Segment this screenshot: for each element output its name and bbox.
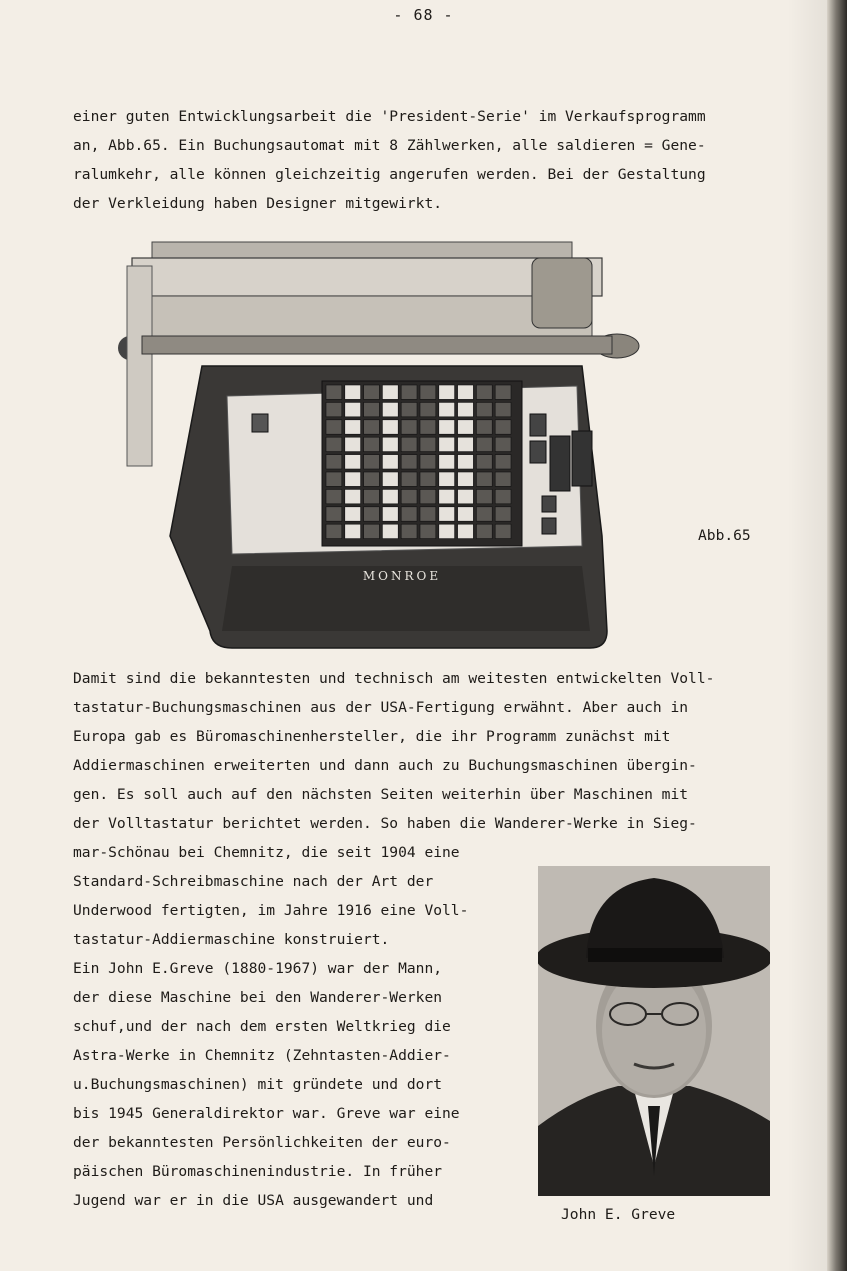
key [382, 385, 398, 399]
key [458, 507, 474, 521]
key [401, 385, 417, 399]
key [401, 489, 417, 503]
key [326, 385, 342, 399]
text-line: u.Buchungsmaschinen) mit gründete und dort [73, 1076, 443, 1093]
key [458, 524, 474, 538]
key [382, 420, 398, 434]
key [345, 455, 361, 469]
text-line: bis 1945 Generaldirektor war. Greve war eine [73, 1105, 460, 1122]
key [495, 385, 511, 399]
key [458, 437, 474, 451]
key [326, 420, 342, 434]
key [345, 472, 361, 486]
text-line: der bekanntesten Persönlichkeiten der euro- [73, 1134, 451, 1151]
key [495, 507, 511, 521]
key [420, 455, 436, 469]
text-line: Addiermaschinen erweiterten und dann auch zu Buchungsmaschinen übergin- [73, 757, 697, 774]
key [458, 455, 474, 469]
key [364, 472, 380, 486]
key [420, 507, 436, 521]
key [382, 472, 398, 486]
key [495, 402, 511, 416]
key [495, 489, 511, 503]
key [345, 489, 361, 503]
key [401, 437, 417, 451]
key [382, 455, 398, 469]
key [439, 472, 455, 486]
key [345, 524, 361, 538]
key [345, 437, 361, 451]
key [364, 455, 380, 469]
key [495, 455, 511, 469]
key [439, 455, 455, 469]
key [476, 507, 492, 521]
text-line: Europa gab es Büromaschinenhersteller, die ihr Programm zunächst mit [73, 728, 671, 745]
key [401, 420, 417, 434]
key [401, 524, 417, 538]
key [439, 437, 455, 451]
key [420, 472, 436, 486]
key [476, 402, 492, 416]
key [382, 507, 398, 521]
key [326, 455, 342, 469]
key [382, 489, 398, 503]
key [476, 524, 492, 538]
key [382, 402, 398, 416]
text-line: einer guten Entwicklungsarbeit die 'President-Serie' im Verkaufsprogramm [73, 108, 706, 125]
key [364, 437, 380, 451]
key [345, 420, 361, 434]
key [420, 420, 436, 434]
page-edge [827, 0, 847, 1271]
text-line: Jugend war er in die USA ausgewandert und [73, 1192, 434, 1209]
key [495, 472, 511, 486]
key [476, 420, 492, 434]
key [401, 472, 417, 486]
text-line: tastatur-Buchungsmaschinen aus der USA-Fertigung erwähnt. Aber auch in [73, 699, 689, 716]
portrait-caption: John E. Greve [561, 1206, 676, 1223]
key [401, 455, 417, 469]
text-line: Underwood fertigten, im Jahre 1916 eine Voll- [73, 902, 469, 919]
key [364, 385, 380, 399]
key [476, 472, 492, 486]
text-line: Standard-Schreibmaschine nach der Art der [73, 873, 434, 890]
key [326, 437, 342, 451]
key [439, 524, 455, 538]
key [364, 507, 380, 521]
key [458, 402, 474, 416]
key [439, 507, 455, 521]
key [495, 437, 511, 451]
key [495, 524, 511, 538]
key [439, 385, 455, 399]
greve-portrait-photo [538, 866, 770, 1196]
key [345, 507, 361, 521]
key [382, 437, 398, 451]
figure-caption-abb65: Abb.65 [698, 527, 751, 544]
key [439, 420, 455, 434]
key [401, 507, 417, 521]
key [495, 420, 511, 434]
key [458, 420, 474, 434]
key [476, 489, 492, 503]
key [364, 524, 380, 538]
text-line: der Verkleidung haben Designer mitgewirkt. [73, 195, 443, 212]
text-line: Ein John E.Greve (1880-1967) war der Mann, [73, 960, 443, 977]
key [401, 402, 417, 416]
text-line: päischen Büromaschinenindustrie. In früher [73, 1163, 443, 1180]
key [364, 489, 380, 503]
key [458, 385, 474, 399]
key [439, 489, 455, 503]
key [326, 472, 342, 486]
key [326, 524, 342, 538]
key [326, 489, 342, 503]
text-line: mar-Schönau bei Chemnitz, die seit 1904 eine [73, 844, 460, 861]
text-line: Damit sind die bekanntesten und technisch am weitesten entwickelten Voll- [73, 670, 715, 687]
key [420, 524, 436, 538]
key [476, 385, 492, 399]
key [382, 524, 398, 538]
text-line: gen. Es soll auch auf den nächsten Seiten weiterhin über Maschinen mit [73, 786, 689, 803]
key [420, 385, 436, 399]
key [345, 385, 361, 399]
key [326, 402, 342, 416]
key [476, 455, 492, 469]
text-line: der Volltastatur berichtet werden. So haben die Wanderer-Werke in Sieg- [73, 815, 697, 832]
monroe-machine-photo [112, 236, 652, 654]
key [420, 489, 436, 503]
monroe-brand-label: MONROE [362, 569, 442, 583]
page-number: - 68 - [393, 6, 454, 24]
key [345, 402, 361, 416]
key [439, 402, 455, 416]
key [420, 437, 436, 451]
key [420, 402, 436, 416]
text-line: Astra-Werke in Chemnitz (Zehntasten-Addier- [73, 1047, 451, 1064]
text-line: der diese Maschine bei den Wanderer-Werken [73, 989, 443, 1006]
key [458, 472, 474, 486]
text-line: ralumkehr, alle können gleichzeitig angerufen werden. Bei der Gestaltung [73, 166, 706, 183]
key [364, 402, 380, 416]
text-line: schuf,und der nach dem ersten Weltkrieg die [73, 1018, 451, 1035]
key [326, 507, 342, 521]
key [458, 489, 474, 503]
key [476, 437, 492, 451]
text-line: an, Abb.65. Ein Buchungsautomat mit 8 Zählwerken, alle saldieren = Gene- [73, 137, 706, 154]
text-line: tastatur-Addiermaschine konstruiert. [73, 931, 390, 948]
key [364, 420, 380, 434]
page-gutter-shadow [787, 0, 827, 1271]
